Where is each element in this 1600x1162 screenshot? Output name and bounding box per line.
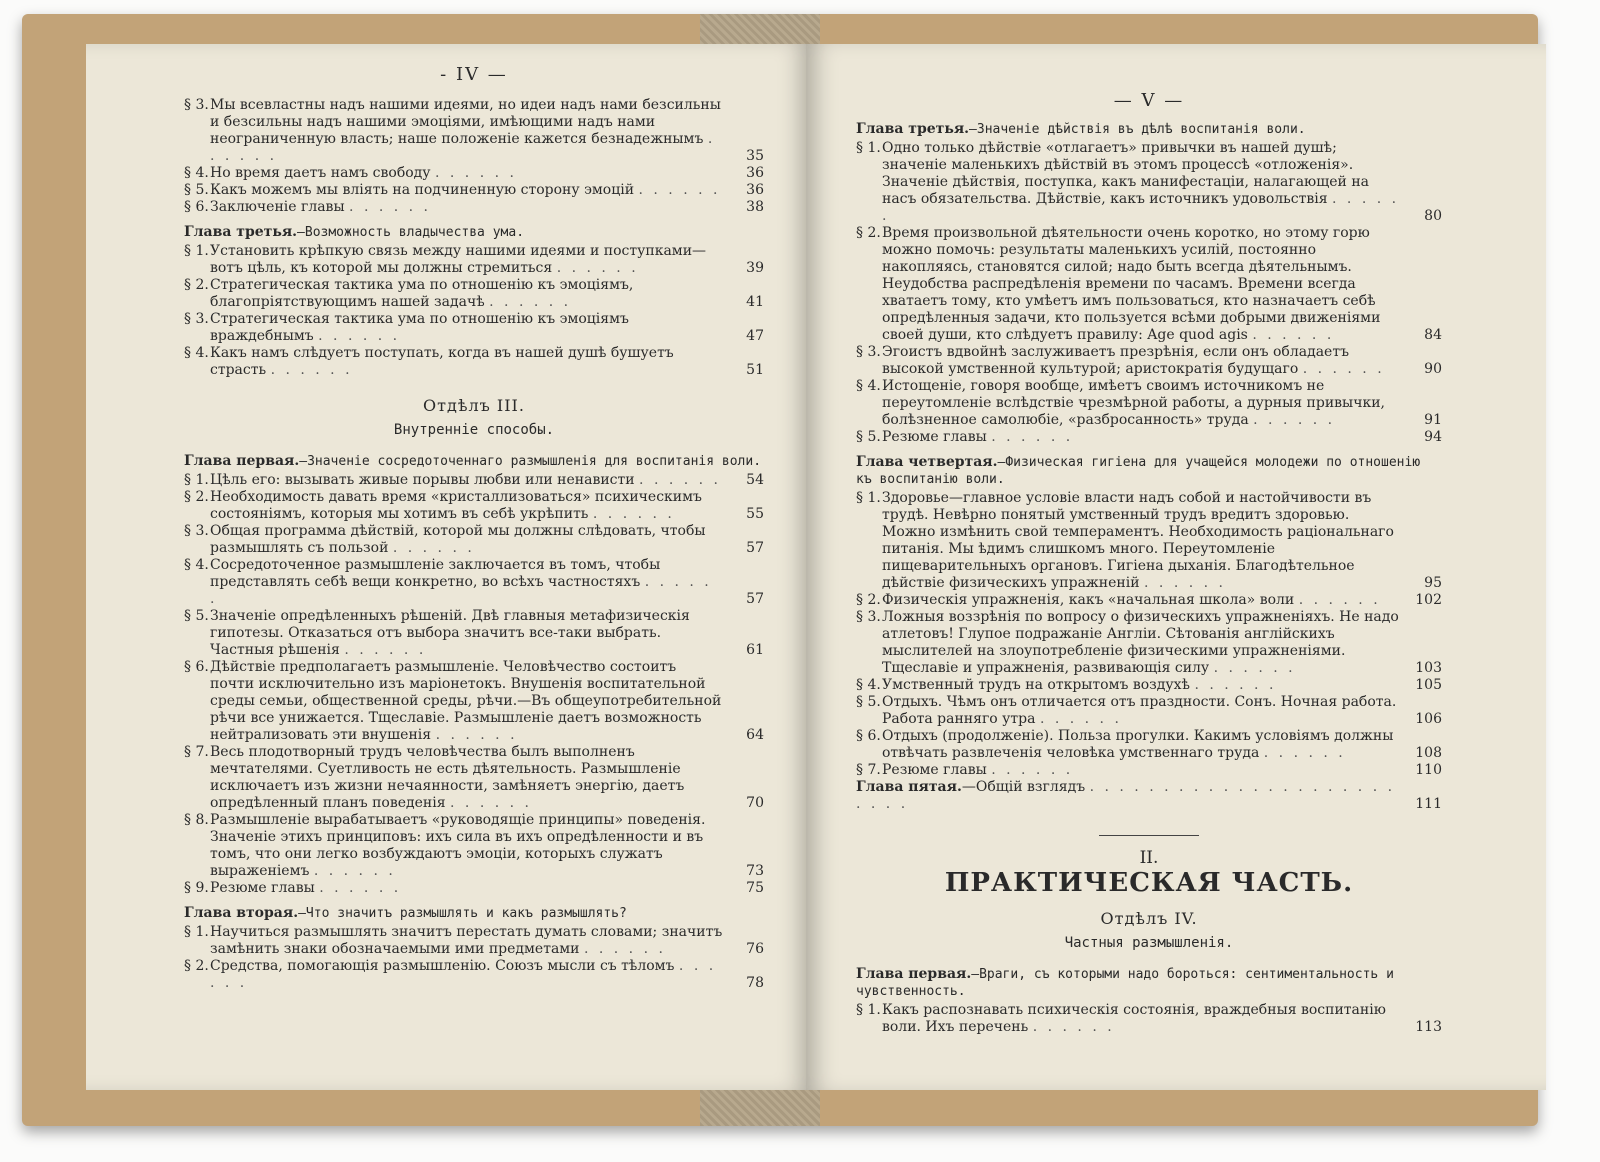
entry-number: § 4.: [184, 345, 209, 361]
toc-entry: [184, 557, 764, 608]
entry-number: § 5.: [856, 429, 881, 445]
chapter-subtitle: —Возможность владычества ума.: [297, 225, 525, 240]
toc-entry: [184, 924, 764, 958]
dot-leader: . . . . . .: [318, 328, 401, 344]
entry-text-wrap: [882, 490, 1408, 592]
entry-number: § 2.: [184, 277, 209, 293]
toc-entry: [184, 608, 764, 659]
entry-page: 47: [746, 328, 764, 344]
toc-entry: [184, 489, 764, 523]
entry-text: Дѣйствіе предполагаетъ размышленіе. Человѣчество состоитъ почти исключительно изъ маріонетокъ. Внушенія воспитательной среды семьи, общественной среды, рѣчи.—Въ общеупотребительной рѣчи все унижается. Тщеславіе. Размышленіе даетъ возможность нейтрализовать эти внушенія: [210, 659, 722, 743]
toc-entry: [184, 97, 764, 165]
entry-text: Истощеніе, говоря вообще, имѣетъ своимъ источникомъ не переутомленіе вслѣдствіе чрезмѣрной работы, а дурныя привычки, болѣзненное самолюбіе, «разбросанность» труда: [882, 378, 1385, 428]
entry-text: Физическія упражненія, какъ «начальная школа» воли: [882, 592, 1295, 608]
page-number: - IV —: [440, 64, 508, 85]
chapter-title: Глава третья.: [856, 121, 970, 137]
chapter-subtitle: —Физическая гигіена для учащейся молодежи по отношенію къ воспитанію воли.: [856, 455, 1421, 487]
entry-number: § 5.: [856, 694, 881, 710]
entry-text: Какъ распознавать психическія состоянія, враждебныя воспитанію воли. Ихъ перечень: [882, 1002, 1386, 1035]
entry-page: 105: [1415, 677, 1442, 693]
entry-page: 94: [1424, 429, 1442, 445]
entry-text-wrap: [210, 608, 730, 659]
entry-number: § 1.: [856, 490, 881, 506]
entry-page: 84: [1424, 327, 1442, 343]
dot-leader: . . . . . .: [1039, 711, 1122, 727]
chapter-subtitle: —Враги, съ которыми надо бороться: сентиментальность и чувственность.: [856, 967, 1394, 999]
dot-leader: . . . . . .: [319, 880, 402, 896]
chapter-subtitle: —Что значитъ размышлять и какъ размышлять?: [298, 906, 627, 921]
entry-number: § 2.: [856, 225, 881, 241]
toc-entry: [856, 592, 1442, 609]
entry-number: § 7.: [856, 762, 881, 778]
dot-leader: . . . . . .: [991, 429, 1074, 445]
entry-number: § 1.: [856, 140, 881, 156]
chapter-subtitle: —Значеніе сосредоточеннаго размышленія для воспитанія воли.: [299, 454, 762, 469]
entry-number: § 1.: [184, 243, 209, 259]
chapter-title: Глава первая.: [184, 453, 300, 469]
dot-leader: . . . . . .: [1213, 660, 1296, 676]
entry-text: Отдыхъ (продолженіе). Польза прогулки. Какимъ условіямъ должны отвѣчать развлеченія человѣка умственнаго труда: [882, 728, 1394, 761]
entry-number: § 3.: [184, 311, 209, 327]
entry-page: 55: [746, 506, 764, 522]
entry-text: Сосредоточенное размышленіе заключается въ томъ, чтобы представлять себѣ вещи конкретно, во всѣхъ частностяхъ: [210, 557, 661, 590]
entry-page: 108: [1415, 745, 1442, 761]
entry-number: § 3.: [184, 523, 209, 539]
entry-text-wrap: [210, 523, 730, 557]
entry-text: Здоровье—главное условіе власти надъ собой и настойчивости въ трудѣ. Невѣрно понятый умственный трудъ вредитъ здоровью. Можно измѣнить свой темпераментъ. Необходимость раціональнаго питанія. Мы ѣдимъ слишкомъ много. Переутомленіе пищеварительныхъ органовъ. Гигіена дыханія. Благодѣтельное дѣйствіе физическихъ упражненій: [882, 490, 1394, 591]
dot-leader: . . . . . .: [1252, 327, 1335, 343]
dot-leader: . . . . . .: [1144, 575, 1226, 591]
entry-text-wrap: [882, 344, 1408, 378]
entry-page: 102: [1415, 592, 1442, 608]
entry-page: 51: [746, 362, 764, 378]
entry-text-wrap: [210, 958, 730, 992]
dot-leader: . . . . . .: [592, 506, 675, 522]
toc-group: [856, 490, 1442, 779]
entry-text: Эгоистъ вдвойнѣ заслуживаетъ презрѣнія, если онъ обладаетъ высокой умственной культурой; аристократія будущаго: [882, 344, 1349, 377]
entry-number: § 1.: [184, 472, 209, 488]
entry-text: Стратегическая тактика ума по отношенію къ эмоціямъ, благопріятствующимъ нашей задачѣ: [210, 277, 634, 310]
toc-group: [184, 243, 764, 379]
entry-number: § 8.: [184, 812, 209, 828]
left-page: [86, 44, 810, 1090]
entry-number: § 6.: [184, 659, 209, 675]
toc-group: [184, 472, 764, 897]
toc-entry: [856, 378, 1442, 429]
entry-text: Резюме главы: [210, 880, 315, 896]
toc-entry: [856, 609, 1442, 677]
section-subtitle: Внутренніе способы.: [393, 422, 555, 438]
entry-number: § 2.: [184, 489, 209, 505]
toc-entry: [184, 659, 764, 744]
dot-leader: . . . . . .: [1032, 1019, 1115, 1035]
toc-group: [184, 924, 764, 992]
entry-text-wrap: [210, 557, 730, 608]
dot-leader: . . . . . .: [991, 762, 1074, 778]
chapter-heading: [856, 779, 1408, 813]
entry-page: 95: [1424, 575, 1442, 591]
dot-leader: . . . . . .: [270, 362, 353, 378]
entry-number: § 4.: [856, 677, 881, 693]
entry-number: § 4.: [856, 378, 881, 394]
toc-entry: [184, 472, 764, 489]
entry-text-wrap: [210, 97, 730, 165]
entry-number: § 3.: [856, 609, 881, 625]
entry-page: 38: [746, 199, 764, 215]
chapter-heading: [856, 121, 1442, 138]
toc-entry: [184, 182, 764, 199]
part-title: ПРАКТИЧЕСКАЯ ЧАСТЬ.: [944, 868, 1354, 898]
entry-page: 70: [746, 795, 764, 811]
section-title: Отдѣлъ III.: [423, 396, 525, 415]
chapter-title: Глава третья.: [184, 224, 298, 240]
toc-entry: [184, 277, 764, 311]
entry-text-wrap: [210, 812, 730, 880]
entry-text-wrap: [210, 311, 730, 345]
dot-leader: . . . . . .: [489, 294, 572, 310]
toc-group: [184, 97, 764, 216]
toc-group: [856, 140, 1442, 446]
chapter-subtitle: —Общій взглядъ: [961, 779, 1086, 795]
entry-text-wrap: [210, 659, 730, 744]
entry-text: Резюме главы: [882, 762, 987, 778]
entry-text-wrap: [882, 762, 1408, 779]
entry-text: Какъ можемъ мы вліять на подчиненную сторону эмоцій: [210, 182, 635, 198]
entry-text-wrap: [882, 677, 1408, 694]
entry-text: Ложныя воззрѣнія по вопросу о физическихъ упражненіяхъ. Не надо атлетовъ! Глупое подражаніе Англіи. Сѣтованія англійскихъ мыслителей на злоупотребленіе физическими упражненіями. Тщеславіе и упражненія, развивающія силу: [882, 609, 1399, 676]
entry-text-wrap: [210, 277, 730, 311]
entry-text: Мы всевластны надъ нашими идеями, но идеи надъ нами безсильны и безсильны надъ нашими эмоціями, имѣющими надъ нами неограниченную власть; наше положеніе кажется безнадежнымъ: [210, 97, 721, 147]
dot-leader: . . . . . .: [210, 574, 712, 607]
entry-text: Установить крѣпкую связь между нашими идеями и поступками—вотъ цѣль, къ которой мы должны стремиться: [210, 243, 707, 276]
chapter-heading: [184, 453, 764, 470]
toc-entry: [856, 762, 1442, 779]
dot-leader: . . . . . .: [639, 472, 721, 488]
entry-page: 57: [746, 591, 764, 607]
entry-text: Необходимость давать время «кристаллизоваться» психическимъ состояніямъ, которыя мы хотимъ въ себѣ укрѣпить: [210, 489, 702, 522]
entry-text: Цѣль его: вызывать живые порывы любви или ненависти: [210, 472, 635, 488]
entry-page: 106: [1415, 711, 1442, 727]
entry-text-wrap: [210, 880, 730, 897]
entry-text: Но время даетъ намъ свободу: [210, 165, 431, 181]
entry-number: § 9.: [184, 880, 209, 896]
entry-number: § 2.: [184, 958, 209, 974]
entry-text-wrap: [210, 165, 730, 182]
toc-entry: [184, 880, 764, 897]
dot-leader: . . . . . .: [392, 540, 475, 556]
dot-leader: . . . . . .: [882, 191, 1400, 224]
chapter-heading: [856, 454, 1442, 488]
dot-leader: . . . . . .: [210, 131, 716, 164]
entry-number: § 5.: [184, 182, 209, 198]
entry-number: § 5.: [184, 608, 209, 624]
entry-number: § 6.: [184, 199, 209, 215]
entry-text: Одно только дѣйствіе «отлагаетъ» привычки въ нашей душѣ; значеніе маленькихъ дѣйствій въ этомъ процессѣ «отложенія». Значеніе дѣйствія, поступка, какъ манифестаціи, налагающей на насъ обязательства. Дѣйствіе, какъ источникъ удовольствія: [882, 140, 1370, 207]
entry-text-wrap: [882, 694, 1408, 728]
entry-text-wrap: [210, 345, 730, 379]
entry-page: 113: [1415, 1019, 1442, 1035]
entry-page: 75: [746, 880, 764, 896]
dot-leader: . . . . . .: [210, 958, 717, 991]
entry-number: § 4.: [184, 165, 209, 181]
entry-page: 76: [746, 941, 764, 957]
chapter-heading: [184, 905, 764, 922]
entry-text-wrap: [882, 225, 1408, 344]
section-subtitle: Частныя размышленія.: [1064, 935, 1234, 951]
toc-entry: [184, 311, 764, 345]
chapter-title: Глава четвертая.: [856, 454, 998, 470]
dot-leader: . . . . . .: [435, 727, 518, 743]
dot-leader: . . . . . .: [1194, 677, 1277, 693]
toc-entry: [856, 1002, 1442, 1036]
part-number: II.: [1139, 848, 1159, 868]
entry-number: § 1.: [856, 1002, 881, 1018]
entry-number: § 2.: [856, 592, 881, 608]
dot-leader: . . . . . .: [1263, 745, 1346, 761]
toc-entry: [184, 958, 764, 992]
entry-page: 111: [1415, 796, 1442, 812]
chapter-title: Глава пятая.: [856, 779, 962, 795]
entry-page: 57: [746, 540, 764, 556]
dot-leader: . . . . . .: [1253, 412, 1336, 428]
entry-text-wrap: [210, 924, 730, 958]
entry-text: Время произвольной дѣятельности очень коротко, но этому горю можно помочь: результаты маленькихъ усилій, постоянно накопляясь, становятся силой; надо быть всегда дѣятельнымъ. Неудобства распредѣленія времени по часамъ. Времени всегда хватаетъ тому, кто умѣетъ имъ пользоваться, кто назначаетъ себѣ опредѣленныя задачи, кто пользуется всѣми добрыми движеніями своей души, кто слѣдуетъ правилу: Age quod agis: [882, 225, 1381, 343]
toc-entry: [184, 165, 764, 182]
entry-number: § 1.: [184, 924, 209, 940]
entry-page: 90: [1424, 361, 1442, 377]
toc-entry: [184, 199, 764, 216]
dot-leader: . . . . . . . . . . . . . . . . . . . . . . . . .: [856, 779, 1396, 812]
toc-entry: [856, 694, 1442, 728]
chapter-subtitle: —Значеніе дѣйствія въ дѣлѣ воспитанія воли.: [969, 122, 1306, 137]
dot-leader: . . . . . .: [450, 795, 532, 811]
toc-entry: [184, 523, 764, 557]
entry-text: Средства, помогающія размышленію. Союзъ мысли съ тѣломъ: [210, 958, 675, 974]
toc-entry: [856, 490, 1442, 592]
toc-entry: [856, 429, 1442, 446]
entry-number: § 4.: [184, 557, 209, 573]
entry-text: Отдыхъ. Чѣмъ онъ отличается отъ праздности. Сонъ. Ночная работа. Работа ранняго утра: [882, 694, 1397, 727]
entry-page: 54: [746, 472, 764, 488]
entry-text: Резюме главы: [882, 429, 987, 445]
chapter-title: Глава вторая.: [184, 905, 299, 921]
entry-number: § 3.: [856, 344, 881, 360]
entry-text: Заключеніе главы: [210, 199, 345, 215]
entry-page: 78: [746, 975, 764, 991]
entry-page: 110: [1415, 762, 1442, 778]
entry-page: 64: [746, 727, 764, 743]
entry-number: § 7.: [184, 744, 209, 760]
divider: [1099, 835, 1199, 836]
toc-entry: [184, 243, 764, 277]
entry-text: Общая программа дѣйствій, которой мы должны слѣдовать, чтобы размышлять съ пользой: [210, 523, 706, 556]
toc-entry: [184, 744, 764, 812]
dot-leader: . . . . . .: [556, 260, 639, 276]
entry-text-wrap: [210, 472, 730, 489]
toc-entry: [184, 345, 764, 379]
chapter-heading: [184, 224, 764, 241]
entry-text-wrap: [210, 199, 730, 216]
toc-group: [856, 1002, 1442, 1036]
entry-text-wrap: [210, 182, 730, 199]
entry-text: Значеніе опредѣленныхъ рѣшеній. Двѣ главныя метафизическія гипотезы. Отказаться отъ выбора значитъ все-таки выбрать. Частныя рѣшенія: [210, 608, 690, 658]
entry-text: Научиться размышлять значитъ перестать думать словами; значитъ замѣнить знаки обозначаемыми ими предметами: [210, 924, 723, 957]
entry-text: Весь плодотворный трудъ человѣчества былъ выполненъ мечтателями. Суетливость не есть дѣятельность. Размышленіе исключаетъ изъ жизни нечаянности, замѣняетъ энергію, даетъ опредѣленный планъ поведенія: [210, 744, 685, 811]
dot-leader: . . . . . .: [435, 165, 517, 181]
toc-entry: [856, 728, 1442, 762]
entry-number: § 3.: [184, 97, 209, 113]
entry-text-wrap: [882, 609, 1408, 677]
entry-text-wrap: [210, 744, 730, 812]
entry-page: 35: [746, 148, 764, 164]
toc-entry: [856, 779, 1442, 813]
entry-number: § 6.: [856, 728, 881, 744]
section-title: Отдѣлъ IV.: [1100, 909, 1198, 928]
entry-page: 36: [746, 182, 764, 198]
dot-leader: . . . . . .: [1298, 592, 1381, 608]
toc-entry: [184, 812, 764, 880]
chapter-title: Глава первая.: [856, 966, 972, 982]
dot-leader: . . . . . .: [638, 182, 721, 198]
entry-page: 103: [1415, 660, 1442, 676]
dot-leader: . . . . . .: [583, 941, 666, 957]
entry-text-wrap: [882, 1002, 1408, 1036]
entry-text: Какъ намъ слѣдуетъ поступать, когда въ нашей душѣ бушуетъ страсть: [210, 345, 674, 378]
entry-text: Умственный трудъ на открытомъ воздухѣ: [882, 677, 1190, 693]
toc-entry: [856, 344, 1442, 378]
entry-text-wrap: [882, 429, 1408, 446]
dot-leader: . . . . . .: [313, 863, 396, 879]
entry-text-wrap: [882, 378, 1408, 429]
toc-entry: [856, 140, 1442, 225]
entry-text: Размышленіе вырабатываетъ «руководящіе принципы» поведенія. Значеніе этихъ принциповъ: ихъ сила въ ихъ опредѣленности и въ томъ, что они легко возбуждаютъ эмоціи, которыхъ служатъ выраженіемъ: [210, 812, 706, 879]
right-page: [806, 44, 1546, 1090]
dot-leader: . . . . . .: [1302, 361, 1385, 377]
entry-text-wrap: [210, 243, 730, 277]
entry-text: Стратегическая тактика ума по отношенію къ эмоціямъ враждебнымъ: [210, 311, 629, 344]
entry-page: 61: [746, 642, 764, 658]
dot-leader: . . . . . .: [349, 199, 431, 215]
toc-entry: [856, 677, 1442, 694]
entry-page: 36: [746, 165, 764, 181]
entry-page: 39: [746, 260, 764, 276]
toc-entry: [856, 225, 1442, 344]
entry-text-wrap: [882, 592, 1408, 609]
page-number: — V —: [1113, 90, 1185, 111]
dot-leader: . . . . . .: [344, 642, 427, 658]
entry-text-wrap: [882, 140, 1408, 225]
entry-text-wrap: [210, 489, 730, 523]
chapter-heading: [856, 966, 1442, 1000]
entry-page: 80: [1424, 208, 1442, 224]
entry-page: 73: [746, 863, 764, 879]
entry-text-wrap: [882, 728, 1408, 762]
entry-page: 91: [1424, 412, 1442, 428]
entry-page: 41: [746, 294, 764, 310]
